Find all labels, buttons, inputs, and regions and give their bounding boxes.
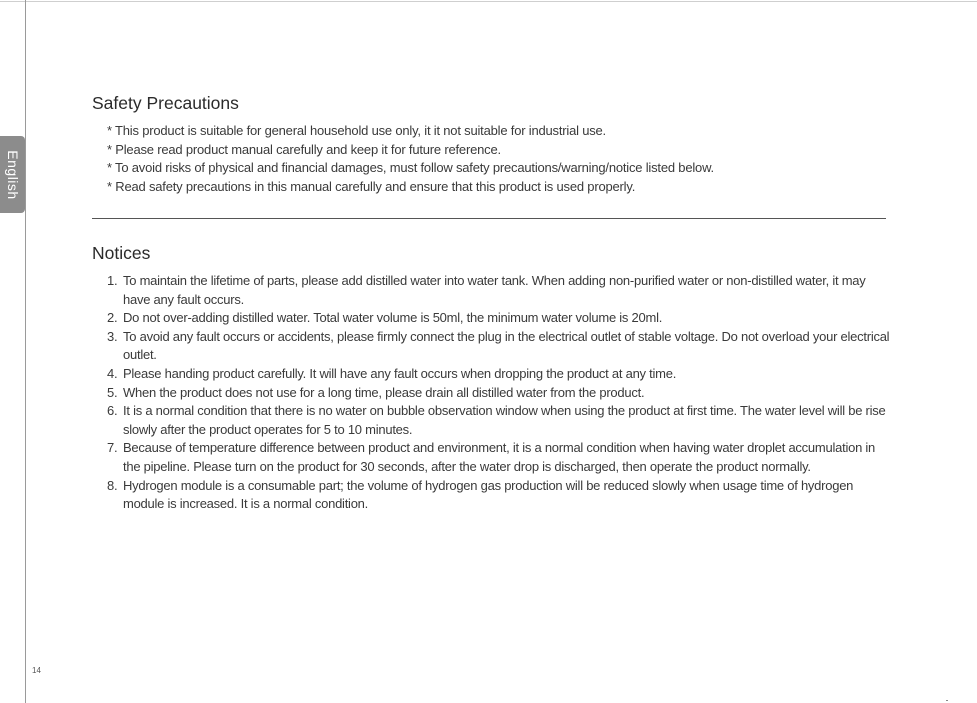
- notice-item: [107, 309, 892, 328]
- notice-number: 5.: [107, 384, 118, 400]
- notice-item: [107, 365, 892, 384]
- safety-item: * Please read product manual carefully and keep it for future reference.: [107, 141, 501, 157]
- page-top-border: [0, 1, 977, 2]
- notices-title: Notices: [92, 243, 151, 263]
- notice-number: 7.: [107, 440, 118, 456]
- safety-item: * To avoid risks of physical and financial damages, must follow safety precautions/warning/notice listed below.: [107, 160, 714, 175]
- notice-number: 8.: [107, 477, 118, 493]
- notice-item: [107, 328, 892, 365]
- page-number: 14: [32, 666, 41, 675]
- notice-text: Do not over-adding distilled water. Total water volume is 50ml, the minimum water volume is 20ml.: [123, 310, 663, 326]
- notice-number: 3.: [107, 328, 118, 344]
- notice-item: [107, 272, 892, 309]
- notice-number: 6.: [107, 403, 118, 419]
- notice-number: 2.: [107, 310, 118, 326]
- notice-text: Please handing product carefully. It will have any fault occurs when dropping the product at any time.: [123, 365, 677, 381]
- notice-text: To avoid any fault occurs or accidents, please firmly connect the plug in the electrical outlet of stable voltage. Do not overload your electrical outlet.: [123, 328, 890, 363]
- safety-precautions-title: Safety Precautions: [92, 93, 239, 113]
- safety-precautions-list: [107, 122, 714, 196]
- notice-text: Because of temperature difference between product and environment, it is a normal condition when having water droplet accumulation in the pipeline. Please turn on the product for 30 seconds, after the water drop is discharged, then operate the product normally.: [123, 440, 876, 474]
- notice-item: [107, 402, 892, 439]
- notice-number: 1.: [107, 273, 118, 288]
- notice-text: When the product does not use for a long time, please drain all distilled water from the product.: [123, 384, 645, 400]
- notice-number: 4.: [107, 365, 118, 381]
- language-tab-label: English: [4, 149, 21, 200]
- safety-item: * This product is suitable for general household use only, it it not suitable for industrial use.: [107, 123, 606, 138]
- notices-list: [107, 272, 892, 514]
- notice-item: [107, 477, 892, 514]
- notice-text: Hydrogen module is a consumable part; the volume of hydrogen gas production will be reduced slowly when usage time of hydrogen module is increased. It is a normal condition.: [123, 477, 854, 512]
- language-tab[interactable]: [0, 136, 25, 213]
- page-left-border: [25, 0, 26, 703]
- notice-item: [107, 439, 892, 476]
- notice-text: To maintain the lifetime of parts, please add distilled water into water tank. When adding non-purified water or non-distilled water, it may have any fault occurs.: [123, 273, 866, 307]
- safety-item: * Read safety precautions in this manual carefully and ensure that this product is used properly.: [107, 178, 636, 194]
- notice-item: [107, 384, 892, 403]
- notice-text: It is a normal condition that there is no water on bubble observation window when using the product at first time. The water level will be rise slowly after the product operates for 5 to 10 minutes.: [123, 403, 886, 437]
- corner-mark: [946, 700, 948, 701]
- section-divider: [92, 218, 886, 219]
